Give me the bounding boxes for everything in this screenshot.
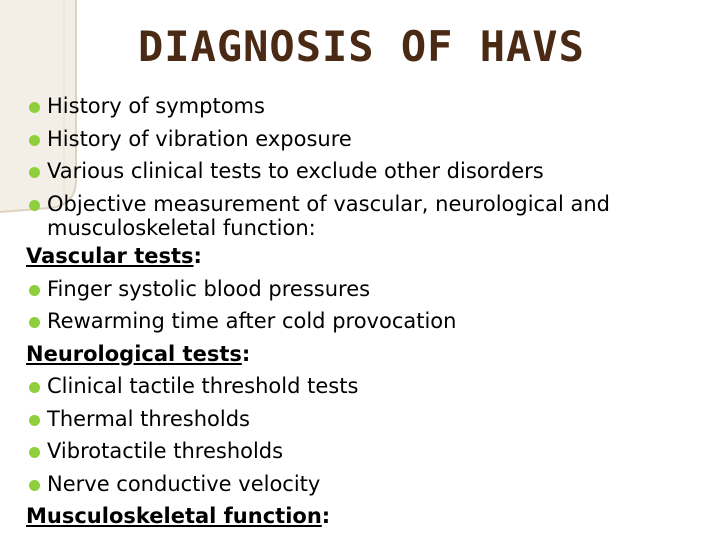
slide-content [26,90,706,533]
slide-title: DIAGNOSIS OF HAVS [138,22,585,71]
heading-colon: : [321,504,331,528]
list-item-text: Finger systolic blood pressures [47,276,371,301]
list-item [26,155,706,188]
list-item-continuation: musculoskeletal function: [47,216,316,240]
list-item [26,435,706,468]
list-item-text: Clinical tactile threshold tests [47,374,359,398]
bullet-icon [29,382,40,393]
list-item-text: Thermal thresholds [47,406,250,431]
section-heading-neurological [26,338,706,371]
heading-colon: : [241,341,251,366]
list-item-text: History of symptoms [47,94,265,118]
bullet-icon [29,200,40,211]
section-heading-vascular [26,240,706,273]
list-item [26,123,706,156]
list-item [26,468,706,501]
list-item-text: Objective measurement of vascular, neurological and [47,191,610,216]
section-heading-musculoskeletal [26,500,706,533]
heading-colon: : [193,244,202,268]
bullet-icon [29,102,40,113]
section-heading-text: Vascular tests [26,244,194,268]
list-item [26,370,706,403]
bullet-icon [29,415,40,426]
list-item [26,273,706,306]
section-heading-text: Neurological tests [26,341,242,366]
list-item-text: Various clinical tests to exclude other disorders [47,159,544,183]
list-item-text: Nerve conductive velocity [47,471,321,496]
bullet-icon [29,447,40,458]
bullet-icon [29,135,40,146]
list-item [26,90,706,123]
section-heading-text: Musculoskeletal function [26,504,322,528]
list-item-text: Rewarming time after cold provocation [47,309,457,333]
list-item-text: Vibrotactile thresholds [47,439,284,463]
bullet-icon [29,167,40,178]
list-item [26,403,706,436]
list-item [26,305,706,338]
bullet-icon [29,480,40,491]
bullet-icon [29,285,40,296]
list-item-text: History of vibration exposure [47,126,352,151]
bullet-icon [29,317,40,328]
